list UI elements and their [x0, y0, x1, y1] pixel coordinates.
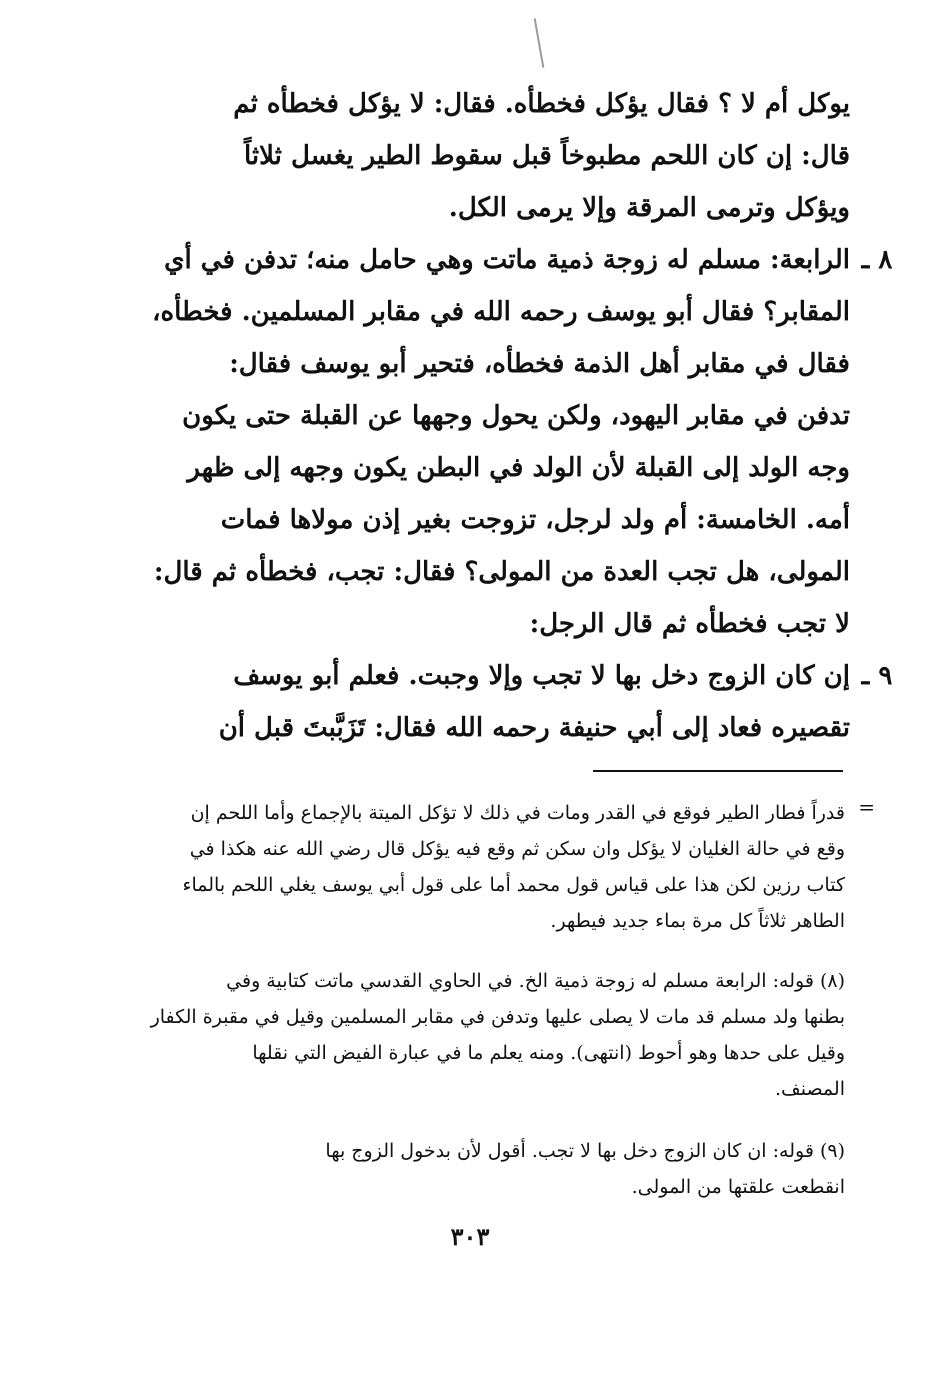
continuation-mark: = [858, 795, 875, 819]
item-number-8: ٨ ـ [861, 245, 893, 275]
page-number: ٣٠٣ [450, 1222, 490, 1251]
footnote-line: قدراً فطار الطير فوقع في القدر ومات في ذلك لا تؤكل الميتة بالإجماع وأما اللحم إن [190, 802, 845, 824]
main-line: تدفن في مقابر اليهود، ولكن يحول وجهها عن القبلة حتى يكون [182, 401, 850, 431]
footnote-line: وقيل على حدها وهو أحوط (انتهى). ومنه يعلم ما في عبارة الفيض التي نقلها [252, 1042, 845, 1064]
footnote-line: المصنف. [775, 1078, 845, 1100]
scan-mark [534, 18, 545, 68]
footnote-line: الطاهر ثلاثاً كل مرة بماء جديد فيطهر. [550, 910, 845, 932]
footnote-divider [593, 770, 843, 772]
main-line: ويؤكل وترمى المرقة وإلا يرمى الكل. [448, 193, 850, 223]
item-number-9: ٩ ـ [861, 661, 893, 691]
main-line: لا تجب فخطأه ثم قال الرجل: [529, 609, 850, 639]
main-line: الرابعة: مسلم له زوجة ذمية ماتت وهي حامل منه؛ تدفن في أي [164, 245, 850, 275]
main-line: المولى، هل تجب العدة من المولى؟ فقال: تجب، فخطأه ثم قال: [153, 557, 850, 587]
main-line: وجه الولد إلى القبلة لأن الولد في البطن يكون وجهه إلى ظهر [187, 453, 850, 483]
footnote-line: وقع في حالة الغليان لا يؤكل وان سكن ثم وقع فيه يؤكل قال رضي الله عنه هكذا في [189, 838, 845, 860]
main-line: أمه. الخامسة: أم ولد لرجل، تزوجت بغير إذن مولاها فمات [220, 505, 850, 535]
main-line: تقصيره فعاد إلى أبي حنيفة رحمه الله فقال: تَزَبَّبتَ قبل أن [218, 713, 850, 743]
main-line: فقال في مقابر أهل الذمة فخطأه، فتحير أبو يوسف فقال: [229, 349, 850, 379]
footnote-line: انقطعت علقتها من المولى. [631, 1176, 845, 1198]
main-line: إن كان الزوج دخل بها لا تجب وإلا وجبت. فعلم أبو يوسف [233, 661, 850, 691]
footnote-line: (٩) قوله: ان كان الزوج دخل بها لا تجب. أقول لأن بدخول الزوج بها [325, 1140, 845, 1162]
main-line: يوكل أم لا ؟ فقال يؤكل فخطأه. فقال: لا يؤكل فخطأه ثم [233, 89, 850, 119]
footnote-line: (٨) قوله: الرابعة مسلم له زوجة ذمية الخ. في الحاوي القدسي ماتت كتابية وفي [226, 970, 845, 992]
main-line: المقابر؟ فقال أبو يوسف رحمه الله في مقابر المسلمين. فخطأه، [152, 297, 850, 327]
footnote-line: بطنها ولد مسلم قد مات لا يصلى عليها وتدفن في مقابر المسلمين وقيل في مقبرة الكفار [150, 1006, 845, 1028]
main-line: قال: إن كان اللحم مطبوخاً قبل سقوط الطير يغسل ثلاثاً [244, 141, 850, 171]
footnote-line: كتاب رزين لكن هذا على قياس قول محمد أما على قول أبي يوسف يغلي اللحم بالماء [182, 874, 845, 896]
